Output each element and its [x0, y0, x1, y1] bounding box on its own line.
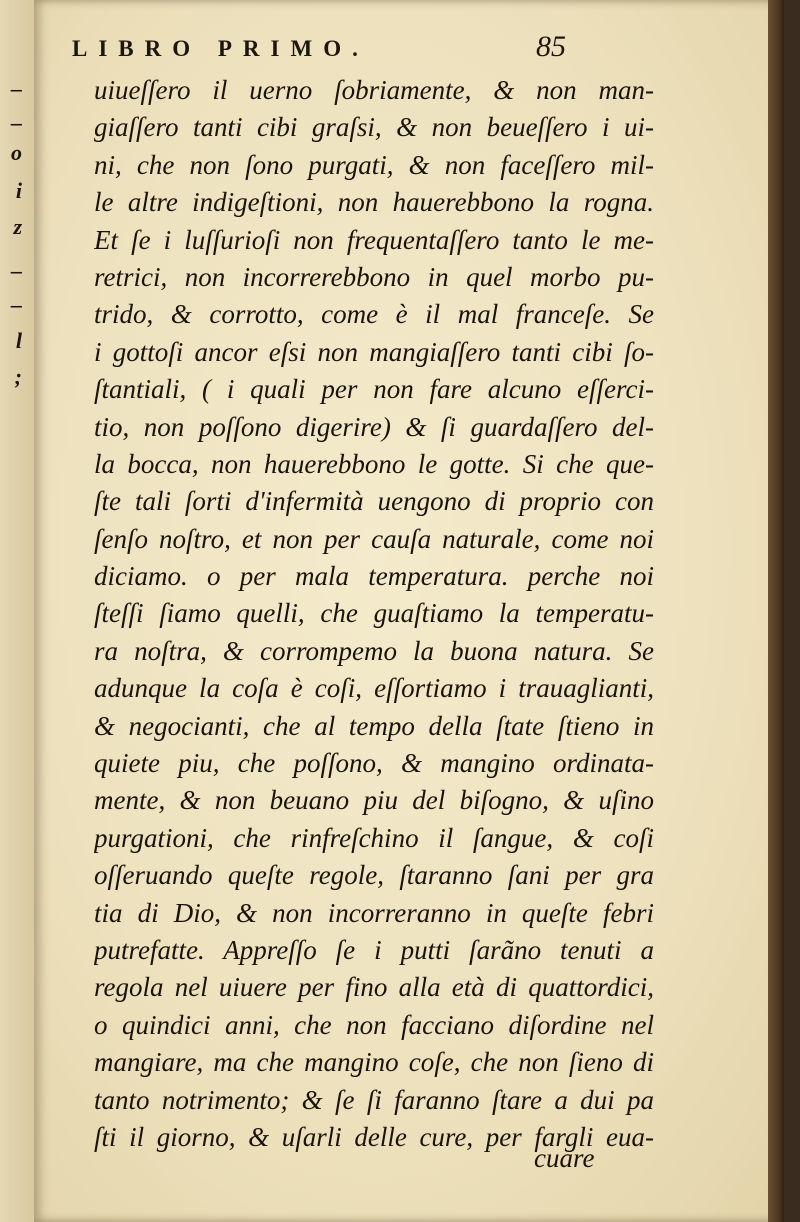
text-line: diciamo. o per mala temperatura. perche noi: [94, 561, 654, 592]
text-line: ſte tali ſorti d'infermità uengono di proprio con: [94, 486, 654, 517]
text-line: ra noſtra, & corrompemo la buona natura. Se: [94, 635, 654, 666]
page-number: 85: [536, 30, 566, 63]
text-line: tia di Dio, & non incorreranno in queſte febri: [94, 897, 654, 928]
text-line: & negocianti, che al tempo della ſtate ſtieno in: [94, 710, 654, 741]
text-line: ſteſſi ſiamo quelli, che guaſtiamo la temperatu-: [94, 598, 654, 629]
text-line: Et ſe i luſſurioſi non frequentaſſero tanto le me-: [94, 224, 654, 255]
text-line: regola nel uiuere per fino alla età di quattordici,: [94, 972, 654, 1003]
text-line: adunque la coſa è coſi, eſſortiamo i trauaglianti,: [94, 673, 654, 704]
book-page: [34, 0, 784, 1222]
margin-fragment: –: [11, 292, 22, 317]
text-line: le altre indigeſtioni, non hauerebbono la rogna.: [94, 187, 654, 218]
text-line: putrefatte. Appreſſo ſe i putti ſarãno tenuti a: [94, 934, 654, 965]
text-line: i gottoſi ancor eſsi non mangiaſſero tanti cibi ſo-: [94, 336, 654, 367]
margin-fragment: ;: [14, 364, 22, 389]
text-line: retrici, non incorrerebbono in quel morbo pu-: [94, 261, 654, 292]
text-line: uiueſſero il uerno ſobriamente, & non man-: [94, 75, 654, 105]
text-line: trido, & corrotto, come è il mal franceſe. Se: [94, 299, 654, 330]
previous-page-edge: [0, 0, 34, 1222]
text-line: ſenſo noſtro, et non per cauſa naturale, come noi: [94, 523, 654, 554]
running-head: LIBRO PRIMO.: [72, 36, 369, 61]
margin-fragment: l: [15, 328, 22, 353]
margin-fragment: z: [13, 214, 22, 239]
text-line: ſti il giorno, & uſarli delle cure, per fargli eua-: [94, 1121, 654, 1152]
margin-fragment: –: [11, 76, 22, 101]
text-line: mangiare, ma che mangino coſe, che non ſieno di: [94, 1047, 654, 1078]
margin-fragment: –: [11, 110, 22, 135]
margin-fragment: i: [15, 178, 22, 203]
text-line: ni, che non ſono purgati, & non faceſſero mil-: [94, 149, 654, 180]
body-text: [94, 72, 654, 1156]
text-line: ſtantiali, ( i quali per non fare alcuno eſſerci-: [94, 374, 654, 405]
text-line: tio, non poſſono digerire) & ſi guardaſſero del-: [94, 411, 654, 442]
catchword: cuare: [534, 1143, 595, 1173]
text-line: giaſſero tanti cibi graſsi, & non beueſſero i ui-: [94, 112, 654, 143]
margin-fragment: o: [11, 140, 22, 165]
text-line: o quindici anni, che non facciano diſordine nel: [94, 1009, 654, 1040]
text-line: quiete piu, che poſſono, & mangino ordinata-: [94, 748, 654, 779]
text-line: la bocca, non hauerebbono le gotte. Si che que-: [94, 448, 654, 479]
text-line: oſſeruando queſte regole, ſtaranno ſani per gra: [94, 860, 654, 891]
page-header: [72, 30, 632, 70]
page-edge: [768, 0, 784, 1222]
margin-fragment: –: [11, 258, 22, 283]
text-line: purgationi, che rinfreſchino il ſangue, & coſi: [94, 822, 654, 853]
text-line: mente, & non beuano piu del biſogno, & uſino: [94, 785, 654, 816]
text-line: tanto notrimento; & ſe ſi faranno ſtare a dui pa: [94, 1084, 654, 1115]
